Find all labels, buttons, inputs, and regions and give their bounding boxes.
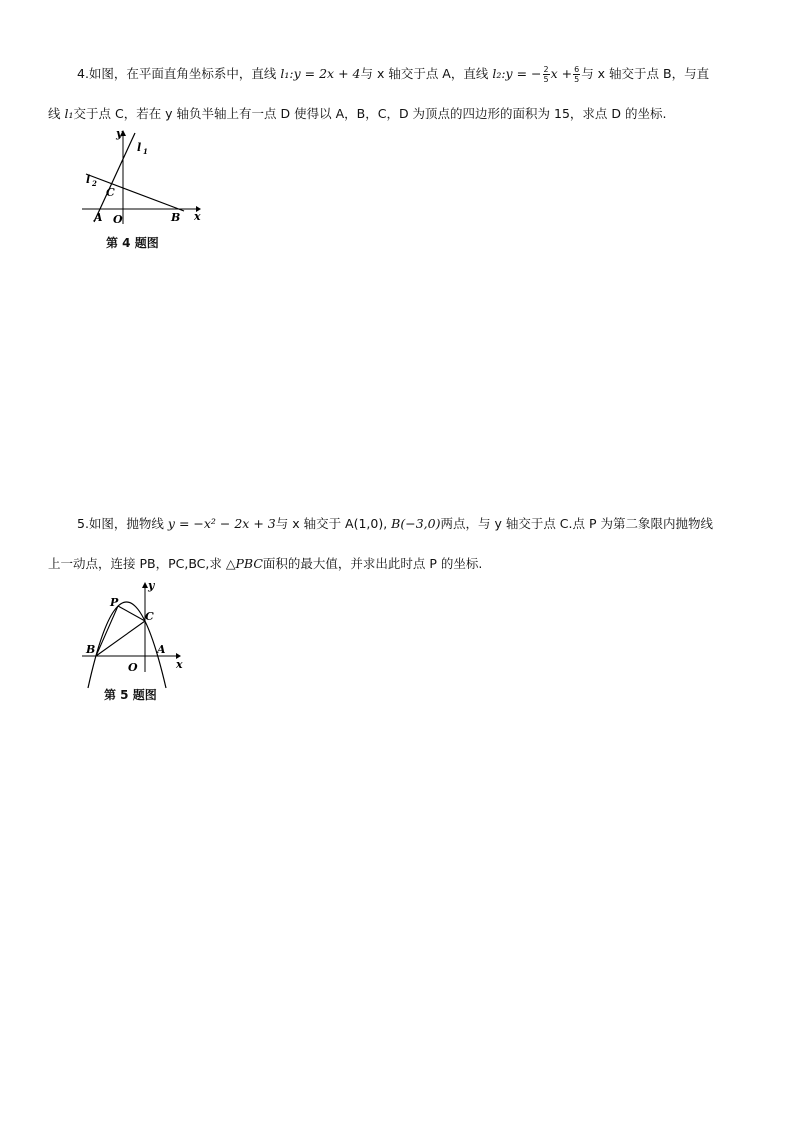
q4-fraction-2-5: $\frac{2}{5}$ <box>543 65 549 84</box>
label-C: C <box>106 186 115 199</box>
q5-text: 面积的最大值，并求出此时点 P 的坐标. <box>262 556 483 571</box>
q4-text: 交于点 C，若在 y 轴负半轴上有一点 D 使得以 A，B，C，D 为顶点的四边形的面积为 15，求点 D 的坐标. <box>73 106 667 121</box>
q4-l1-equation: l₁:y = 2x + 4 <box>280 66 361 81</box>
label-l1-sub: 1 <box>143 147 148 156</box>
q4-line-2 <box>48 104 666 124</box>
label-A: A <box>94 211 103 224</box>
label-x: x <box>176 658 183 671</box>
q5-text: 5.如图，抛物线 <box>77 516 168 531</box>
q4-l1-ref: l₁ <box>64 106 74 121</box>
label-y: y <box>148 579 155 592</box>
label-x: x <box>194 210 201 223</box>
q4-text: 与 x 轴交于点 B，与直 <box>581 66 710 81</box>
label-C: C <box>145 610 154 623</box>
label-l1: l <box>137 141 142 154</box>
label-B: B <box>171 211 181 224</box>
q4-l2-equation-cont: x + <box>550 66 573 81</box>
q4-text: 线 <box>48 106 65 121</box>
q5-figure-caption: 第 5 题图 <box>104 688 157 702</box>
label-A: A <box>157 643 166 656</box>
q4-line-1 <box>77 64 709 84</box>
q4-fraction-6-5: $\frac{6}{5}$ <box>574 65 580 84</box>
q5-text: 与 x 轴交于 A(1,0), <box>275 516 392 531</box>
line-l2 <box>86 174 184 211</box>
label-P: P <box>110 596 119 609</box>
q5-triangle-name: PBC <box>235 556 263 571</box>
q5-text: 两点，与 y 轴交于点 C.点 P 为第二象限内抛物线 <box>440 516 713 531</box>
q5-figure <box>78 576 208 706</box>
q4-text: 与 x 轴交于点 A，直线 <box>360 66 493 81</box>
label-O: O <box>128 661 138 674</box>
q4-figure-caption: 第 4 题图 <box>106 236 159 250</box>
q5-parabola-equation: y = −x² − 2x + 3 <box>167 516 276 531</box>
q5-text: 上一动点，连接 PB，PC,BC,求 △ <box>48 556 236 571</box>
parabola-curve <box>88 602 166 688</box>
label-y: y <box>116 127 123 140</box>
label-B: B <box>86 643 96 656</box>
label-l2-sub: 2 <box>92 179 97 188</box>
q5-line-1 <box>77 514 713 534</box>
q4-l2-equation: l₂:y = − <box>492 66 542 81</box>
q4-figure <box>78 126 208 254</box>
q5-point-b: B(−3,0) <box>391 516 441 531</box>
label-O: O <box>113 213 123 226</box>
label-l2: l <box>86 173 91 186</box>
q4-text: 4.如图，在平面直角坐标系中，直线 <box>77 66 281 81</box>
q5-line-2 <box>48 554 482 574</box>
